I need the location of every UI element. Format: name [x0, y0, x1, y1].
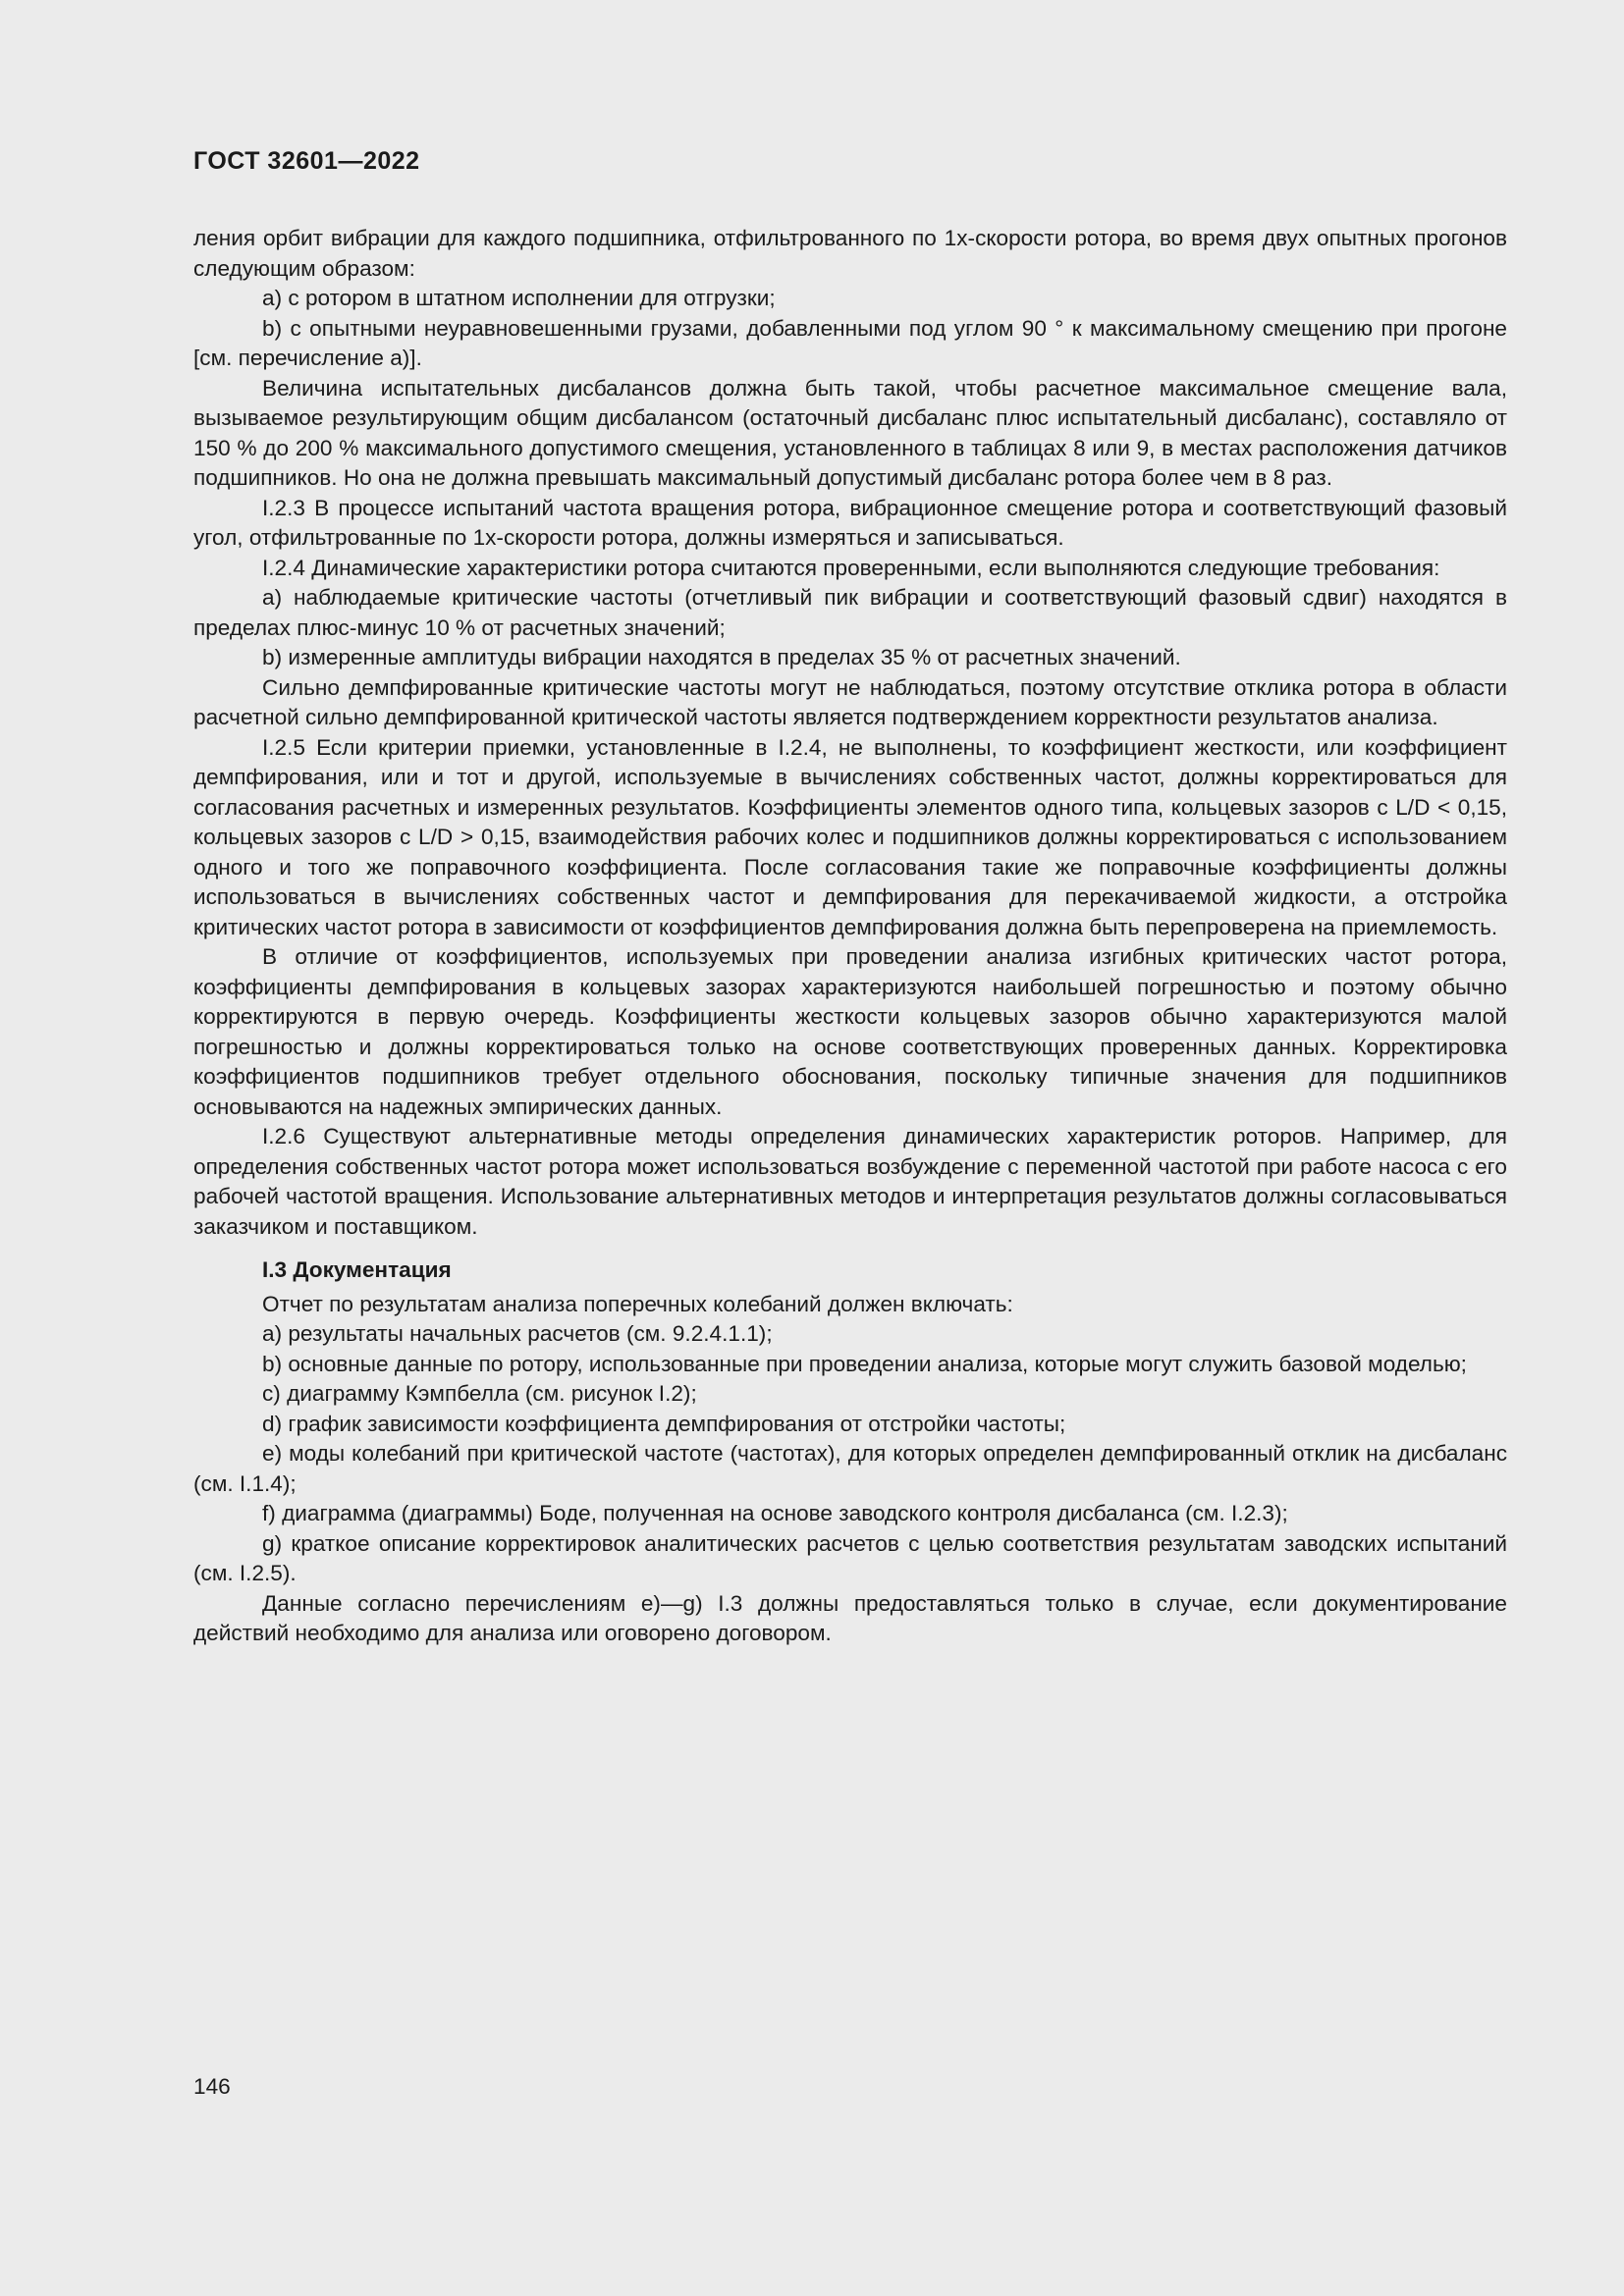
list-item: c) диаграмму Кэмпбелла (см. рисунок I.2);: [262, 1381, 697, 1406]
paragraph: Величина испытательных дисбалансов должна быть такой, чтобы расчетное максимальное смещение вала, вызываемое результирующим общим дисбалансом (остаточный дисбаланс плюс испытательный дисбаланс), составляло от 150 % до 200 % максимального допустимого смещения, установленного в таблицах 8 или 9, в местах расположения датчиков подшипников. Но она не должна превышать максимальный допустимый дисбаланс ротора более чем в 8 раз.: [193, 375, 1507, 490]
list-item: a) наблюдаемые критические частоты (отчетливый пик вибрации и соответствующий фазовый сдвиг) находятся в пределах плюс-минус 10 % от расчетных значений;: [193, 585, 1507, 640]
clause-paragraph: I.2.4 Динамические характеристики ротора считаются проверенными, если выполняются следующие требования:: [262, 555, 1440, 580]
clause-paragraph: I.2.6 Существуют альтернативные методы определения динамических характеристик роторов. Например, для определения собственных частот ротора может использоваться возбуждение с переменной частотой при работе насоса с его рабочей частотой вращения. Использование альтернативных методов и интерпретация результатов должны согласовываться заказчиком и поставщиком.: [193, 1124, 1507, 1239]
list-item: b) основные данные по ротору, использованные при проведении анализа, которые могут служить базовой моделью;: [262, 1351, 1467, 1376]
list-item: f) диаграмма (диаграммы) Боде, полученная на основе заводского контроля дисбаланса (см. I.2.3);: [262, 1501, 1288, 1525]
list-item: a) результаты начальных расчетов (см. 9.2.4.1.1);: [262, 1321, 773, 1346]
paragraph: ления орбит вибрации для каждого подшипника, отфильтрованного по 1х-скорости ротора, во время двух опытных прогонов следующим образом:: [193, 226, 1507, 281]
list-item: d) график зависимости коэффициента демпфирования от отстройки частоты;: [262, 1411, 1066, 1436]
list-item: g) краткое описание корректировок аналитических расчетов с целью соответствия результатам заводских испытаний (см. I.2.5).: [193, 1530, 1507, 1585]
paragraph: Данные согласно перечислениям е)—g) I.3 должны предоставляться только в случае, если документирование действий необходимо для анализа или оговорено договором.: [193, 1590, 1507, 1645]
list-item: a) с ротором в штатном исполнении для отгрузки;: [262, 286, 776, 310]
clause-paragraph: I.2.3 В процессе испытаний частота вращения ротора, вибрационное смещение ротора и соответствующий фазовый угол, отфильтрованные по 1х-скорости ротора, должны измеряться и записываться.: [193, 495, 1507, 550]
document-body: [193, 224, 1507, 1649]
document-header: ГОСТ 32601—2022: [193, 147, 420, 175]
list-item: b) измеренные амплитуды вибрации находятся в пределах 35 % от расчетных значений.: [262, 645, 1181, 669]
list-item: b) с опытными неуравновешенными грузами, добавленными под углом 90 ° к максимальному смещению при прогоне [см. перечисление а)].: [193, 315, 1507, 370]
page-number: 146: [193, 2074, 231, 2099]
section-heading: I.3 Документация: [262, 1257, 452, 1282]
paragraph: Сильно демпфированные критические частоты могут не наблюдаться, поэтому отсутствие отклика ротора в области расчетной сильно демпфированной критической частоты является подтверждением корректности результатов анализа.: [193, 674, 1507, 729]
clause-paragraph: I.2.5 Если критерии приемки, установленные в I.2.4, не выполнены, то коэффициент жесткости, или коэффициент демпфирования, или и тот и другой, используемые в вычислениях собственных частот, должны корректироваться для согласования расчетных и измеренных результатов. Коэффициенты элементов одного типа, кольцевых зазоров с L/D < 0,15, кольцевых зазоров с L/D > 0,15, взаимодействия рабочих колес и подшипников должны корректироваться с использованием одного и того же поправочного коэффициента. После согласования такие же поправочные коэффициенты должны использоваться в вычислениях собственных частот и демпфирования для перекачиваемой жидкости, а отстройка критических частот ротора в зависимости от коэффициентов демпфирования должна быть перепроверена на приемлемость.: [193, 734, 1507, 939]
list-item: e) моды колебаний при критической частоте (частотах), для которых определен демпфированный отклик на дисбаланс (см. I.1.4);: [193, 1441, 1507, 1496]
paragraph: Отчет по результатам анализа поперечных колебаний должен включать:: [262, 1291, 1013, 1316]
paragraph: В отличие от коэффициентов, используемых при проведении анализа изгибных критических частот ротора, коэффициенты демпфирования в кольцевых зазорах характеризуются наибольшей погрешностью и поэтому обычно корректируются в первую очередь. Коэффициенты жесткости кольцевых зазоров обычно характеризуются малой погрешностью и должны корректироваться только на основе соответствующих проверенных данных. Корректировка коэффициентов подшипников требует отдельного обоснования, поскольку типичные значения для подшипников основываются на надежных эмпирических данных.: [193, 944, 1507, 1119]
